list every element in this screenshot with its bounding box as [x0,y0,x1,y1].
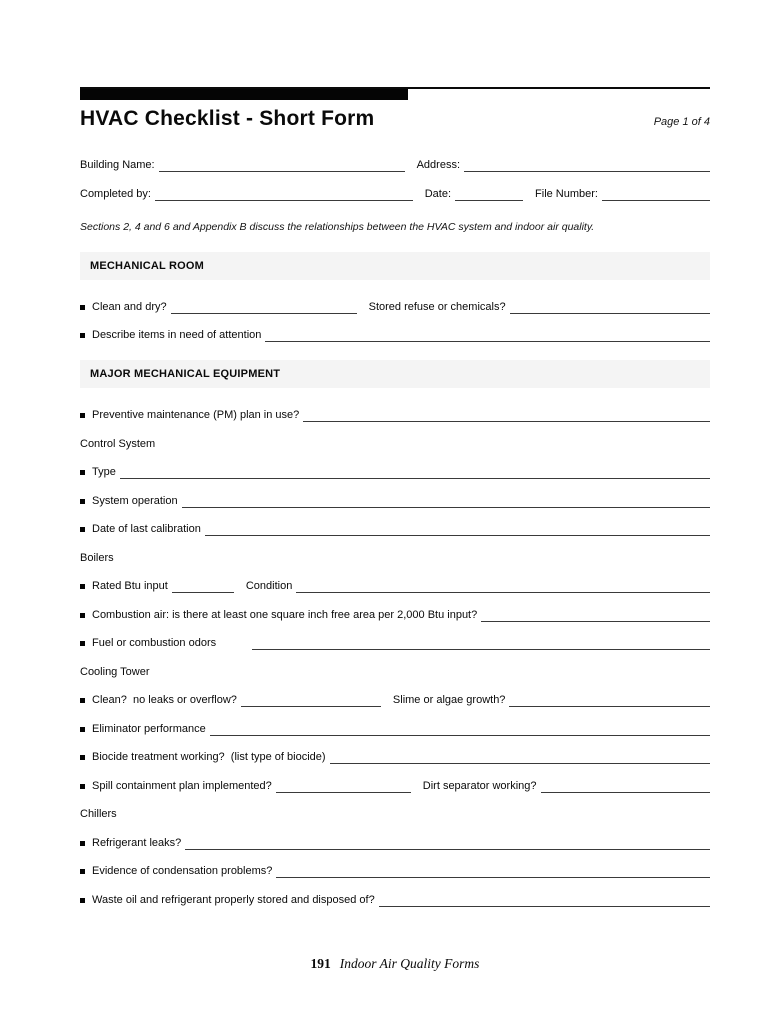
field-label: Building Name: [80,159,155,171]
footer-title: Indoor Air Quality Forms [339,955,480,971]
form-field-row [80,466,710,479]
bullet-square-icon [80,499,85,504]
bullet-square-icon [80,413,85,418]
title-row [80,106,710,131]
bullet-square-icon [80,755,85,760]
bullet-square-icon [80,613,85,618]
subsection-heading: Cooling Tower [80,665,150,678]
field-label: Fuel or combustion odors [92,637,217,649]
input-line[interactable] [171,301,357,314]
form-field-row [80,751,710,764]
input-line[interactable] [252,637,710,650]
field-label: Type [92,466,116,478]
intro-note: Sections 2, 4 and 6 and Appendix B discuss the relationships between the HVAC system and indoor air quality. [80,220,595,233]
form-field-row [80,329,710,342]
input-line[interactable] [241,694,381,707]
input-line[interactable] [182,495,710,508]
field-label: File Number: [535,187,598,200]
subsection-heading: Boilers [80,551,114,564]
form-field-row [80,837,710,850]
field-label: Date: [424,187,452,200]
input-line[interactable] [205,523,710,536]
field-label: Completed by: [80,187,151,200]
page-title: HVAC Checklist - Short Form [80,107,375,130]
field-label: Eliminator performance [92,722,206,735]
input-line[interactable] [464,159,710,172]
bullet-square-icon [80,869,85,874]
field-label: Refrigerant leaks? [92,836,182,849]
page-footer [80,956,710,972]
bullet-square-icon [80,333,85,338]
input-line[interactable] [159,159,405,172]
bullet-square-icon [80,641,85,646]
input-line[interactable] [303,409,710,422]
bullet-square-icon [80,727,85,732]
input-line[interactable] [455,188,523,201]
input-line[interactable] [481,609,710,622]
field-label: Waste oil and refrigerant properly stored and disposed of? [92,893,375,906]
field-label: Describe items in need of attention [92,329,262,341]
footer-page-number: 191 [310,955,331,971]
form-field-row [80,523,710,536]
bullet-square-icon [80,784,85,789]
bullet-square-icon [80,698,85,703]
form-field-row [80,780,710,793]
field-label: Clean and dry? [92,300,167,313]
input-line[interactable] [510,301,710,314]
form-field-row [80,580,710,593]
input-line[interactable] [541,780,711,793]
section-header: MECHANICAL ROOM [80,252,710,280]
input-line[interactable] [155,188,413,201]
subsection-heading: Chillers [80,808,117,820]
input-line[interactable] [276,780,411,793]
header-fields [80,159,710,201]
input-line[interactable] [379,894,710,907]
form-body [80,252,710,907]
bullet-square-icon [80,584,85,589]
input-line[interactable] [172,580,234,593]
header-rule [80,87,710,100]
form-field-row [80,409,710,422]
field-label: Clean? no leaks or overflow? [92,694,237,706]
page-indicator: Page 1 of 4 [653,116,710,128]
input-line[interactable] [120,466,710,479]
input-line[interactable] [265,329,710,342]
form-field-row [80,723,710,736]
field-label: Combustion air: is there at least one square inch free area per 2,000 Btu input? [92,608,478,621]
form-field-row [80,694,710,707]
form-field-row [80,495,710,508]
input-line[interactable] [210,723,710,736]
form-field-row [80,894,710,907]
input-line[interactable] [330,751,710,764]
field-label: Biocide treatment working? (list type of biocide) [92,751,326,763]
field-label: Rated Btu input [92,580,168,592]
input-line[interactable] [185,837,710,850]
field-label: Stored refuse or chemicals? [368,300,506,313]
field-label: Preventive maintenance (PM) plan in use? [92,409,300,421]
form-field-row [80,188,710,201]
bullet-square-icon [80,470,85,475]
header-black-bar [80,89,408,100]
bullet-square-icon [80,841,85,846]
subsection-heading: Control System [80,437,156,450]
section-header: MAJOR MECHANICAL EQUIPMENT [80,360,710,388]
form-field-row [80,159,710,172]
input-line[interactable] [296,580,710,593]
form-field-row [80,637,710,650]
bullet-square-icon [80,305,85,310]
field-label: Date of last calibration [92,523,201,535]
field-label: Address: [416,159,461,171]
form-field-row [80,865,710,878]
field-label: System operation [92,494,178,507]
field-label: Evidence of condensation problems? [92,865,273,877]
field-label: Spill containment plan implemented? [92,779,272,792]
field-label: Slime or algae growth? [392,694,506,706]
input-line[interactable] [509,694,710,707]
field-label: Dirt separator working? [422,779,537,792]
input-line[interactable] [602,188,710,201]
input-line[interactable] [276,865,710,878]
bullet-square-icon [80,527,85,532]
form-field-row [80,301,710,314]
form-field-row [80,609,710,622]
field-label: Condition [245,580,293,592]
bullet-square-icon [80,898,85,903]
